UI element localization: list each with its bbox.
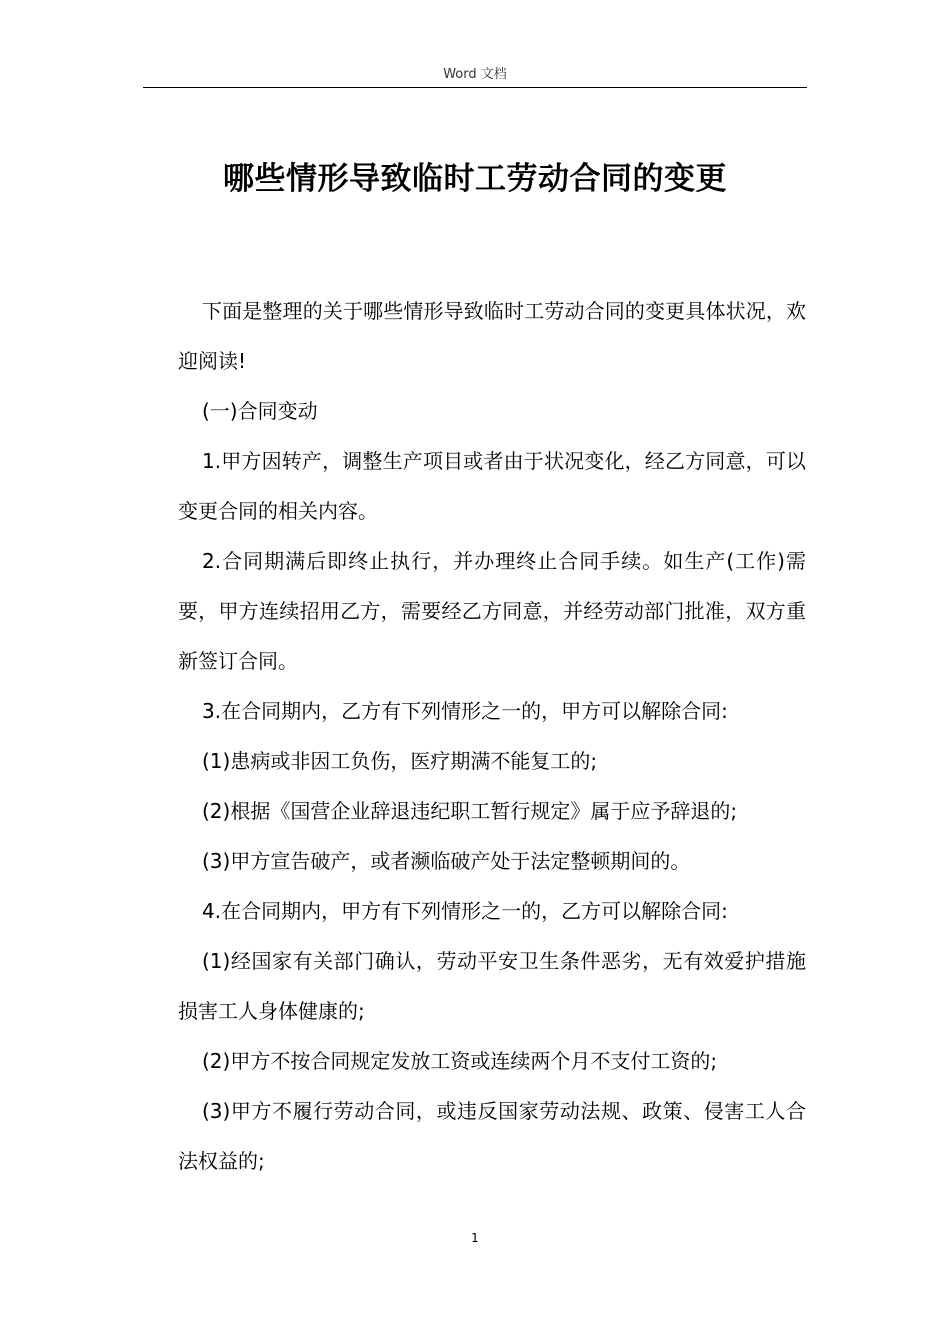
header-divider [143, 87, 807, 88]
paragraph-intro: 下面是整理的关于哪些情形导致临时工劳动合同的变更具体状况，欢迎阅读! [178, 299, 806, 373]
paragraph-item-4-2: (2)甲方不按合同规定发放工资或连续两个月不支付工资的; [202, 1049, 718, 1073]
paragraph-item-3: 3.在合同期内，乙方有下列情形之一的，甲方可以解除合同: [202, 699, 728, 723]
paragraph-item-3-1: (1)患病或非因工负伤，医疗期满不能复工的; [202, 749, 598, 773]
paragraph-item-4: 4.在合同期内，甲方有下列情形之一的，乙方可以解除合同: [202, 899, 728, 923]
paragraph-item-2: 2.合同期满后即终止执行，并办理终止合同手续。如生产(工作)需要，甲方连续招用乙方，需要经乙方同意，并经劳动部门批准，双方重新签订合同。 [178, 549, 806, 673]
page-number: 1 [471, 1231, 479, 1245]
paragraph-section-heading: (一)合同变动 [202, 399, 318, 423]
paragraph-item-4-3: (3)甲方不履行劳动合同，或违反国家劳动法规、政策、侵害工人合法权益的; [178, 1099, 806, 1173]
paragraph-item-3-2: (2)根据《国营企业辞退违纪职工暂行规定》属于应予辞退的; [202, 799, 738, 823]
paragraph-item-1: 1.甲方因转产，调整生产项目或者由于状况变化，经乙方同意，可以变更合同的相关内容。 [178, 449, 806, 523]
paragraph-item-4-1: (1)经国家有关部门确认，劳动平安卫生条件恶劣，无有效爱护措施损害工人身体健康的; [178, 949, 806, 1023]
document-body [178, 286, 806, 1186]
paragraph-item-3-3: (3)甲方宣告破产，或者濒临破产处于法定整顿期间的。 [202, 849, 691, 873]
document-title: 哪些情形导致临时工劳动合同的变更 [223, 161, 727, 197]
page-header: Word 文档 [443, 67, 507, 82]
